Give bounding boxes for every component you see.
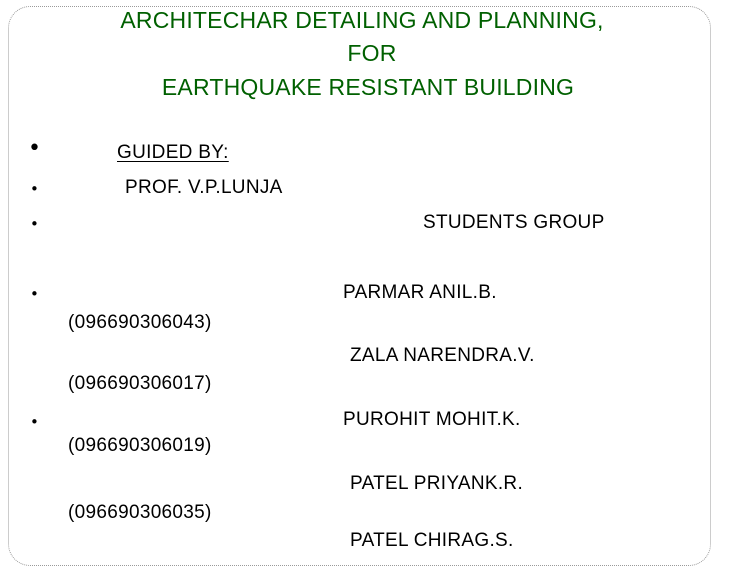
student-phone: (096690306035) xyxy=(68,502,212,523)
title-line-1: ARCHITECHAR DETAILING AND PLANNING, xyxy=(120,7,604,33)
students-group-heading: STUDENTS GROUP xyxy=(423,212,605,233)
bullet-marker: • xyxy=(28,136,41,161)
student-name: ZALA NARENDRA.V. xyxy=(350,345,535,366)
guide-name: PROF. V.P.LUNJA xyxy=(125,177,283,198)
bullet-marker: • xyxy=(30,180,39,198)
student-name: PARMAR ANIL.B. xyxy=(343,282,497,303)
bullet-marker: • xyxy=(30,413,39,431)
student-phone: (096690306019) xyxy=(68,435,212,456)
title-line-3: EARTHQUAKE RESISTANT BUILDING xyxy=(161,74,575,100)
student-phone: (096690306017) xyxy=(68,373,212,394)
student-name: PATEL PRIYANK.R. xyxy=(350,473,524,494)
student-name: PUROHIT MOHIT.K. xyxy=(343,409,521,430)
student-name-partial: PATEL CHIRAG.S. xyxy=(350,530,514,551)
guided-by-heading: GUIDED BY: xyxy=(117,142,229,163)
bullet-marker: • xyxy=(30,285,39,303)
title-line-2: FOR xyxy=(347,40,397,66)
bullet-marker: • xyxy=(30,215,39,233)
student-phone: (096690306043) xyxy=(68,312,212,333)
